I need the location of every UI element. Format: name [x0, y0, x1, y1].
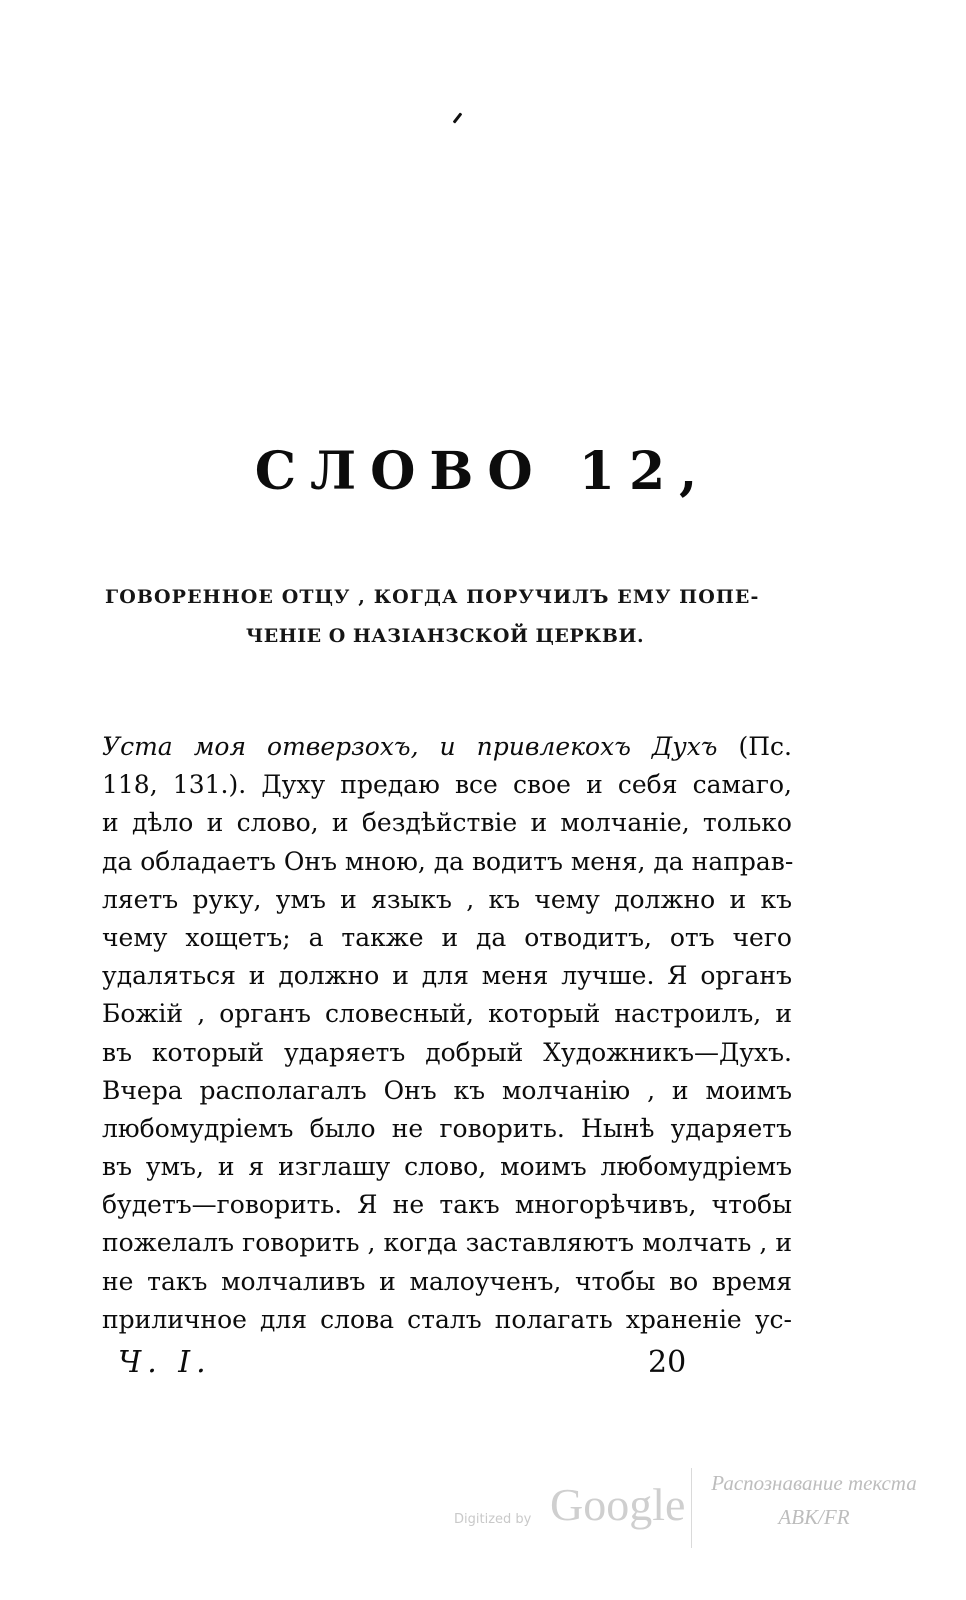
ocr-credit-line: ABK/FR [778, 1505, 850, 1529]
text-line: да обладаетъ Онъ мною, да водитъ меня, да направ- [102, 846, 794, 876]
subtitle-line: ГОВОРЕННОЕ ОТЦУ , КОГДА ПОРУЧИЛЪ ЕМУ ПОПЕ- [105, 586, 760, 608]
signature-mark: Ч. I. [118, 1345, 212, 1380]
scripture-quote: Уста моя отверзохъ, и привлекохъ Духъ [102, 732, 718, 761]
subtitle-line: ЧЕНІЕ О НАЗІАНЗСКОЙ ЦЕРКВИ. [245, 625, 645, 647]
text-line: удаляться и должно и для меня лучше. Я органъ [102, 961, 792, 991]
watermark-divider [691, 1468, 692, 1548]
text-line: Вчера располагалъ Онъ къ молчанію , и моимъ [102, 1075, 792, 1105]
text-line: ляетъ руку, умъ и языкъ , къ чему должно и къ [102, 884, 792, 914]
text-line: въ который ударяетъ добрый Художникъ—Духъ. [102, 1037, 792, 1067]
google-logo: Google [550, 1479, 686, 1530]
digitization-watermark [454, 1460, 944, 1550]
text-line [102, 728, 792, 766]
chapter-title: СЛОВО 12, [254, 441, 712, 502]
chapter-subtitle [105, 578, 805, 656]
digitized-by-text: Digitized by [454, 1512, 532, 1527]
text-line: въ умъ, и я изглашу слово, моимъ любомудріемъ [102, 1152, 792, 1182]
text-line: не такъ молчаливъ и малоученъ, чтобы во время [102, 1266, 792, 1296]
page-number: 20 [648, 1345, 687, 1380]
text-line: Божій , органъ словесный, который настроилъ, и [102, 999, 792, 1029]
text-line: любомудріемъ было не говорить. Нынѣ ударяетъ [102, 1113, 792, 1143]
ink-mark [453, 112, 463, 123]
scripture-reference: (Пс. [738, 732, 792, 761]
page-footer [0, 1345, 966, 1395]
text-line: будетъ—говорить. Я не такъ многорѣчивъ, чтобы [102, 1190, 792, 1220]
text-line: приличное для слова сталъ полагать храненіе ус- [102, 1304, 792, 1334]
ocr-credit [699, 1466, 929, 1534]
text-line: и дѣло и слово, и бездѣйствіе и молчаніе, только [102, 808, 792, 838]
ocr-credit-line: Распознавание текста [711, 1471, 917, 1495]
text-line: 118, 131.). Духу предаю все свое и себя самаго, [102, 770, 792, 800]
body-text [102, 728, 792, 1339]
text-line: пожелалъ говорить , когда заставляютъ молчать , и [102, 1228, 792, 1258]
text-line: чему хощетъ; а также и да отводитъ, отъ чего [102, 922, 792, 952]
